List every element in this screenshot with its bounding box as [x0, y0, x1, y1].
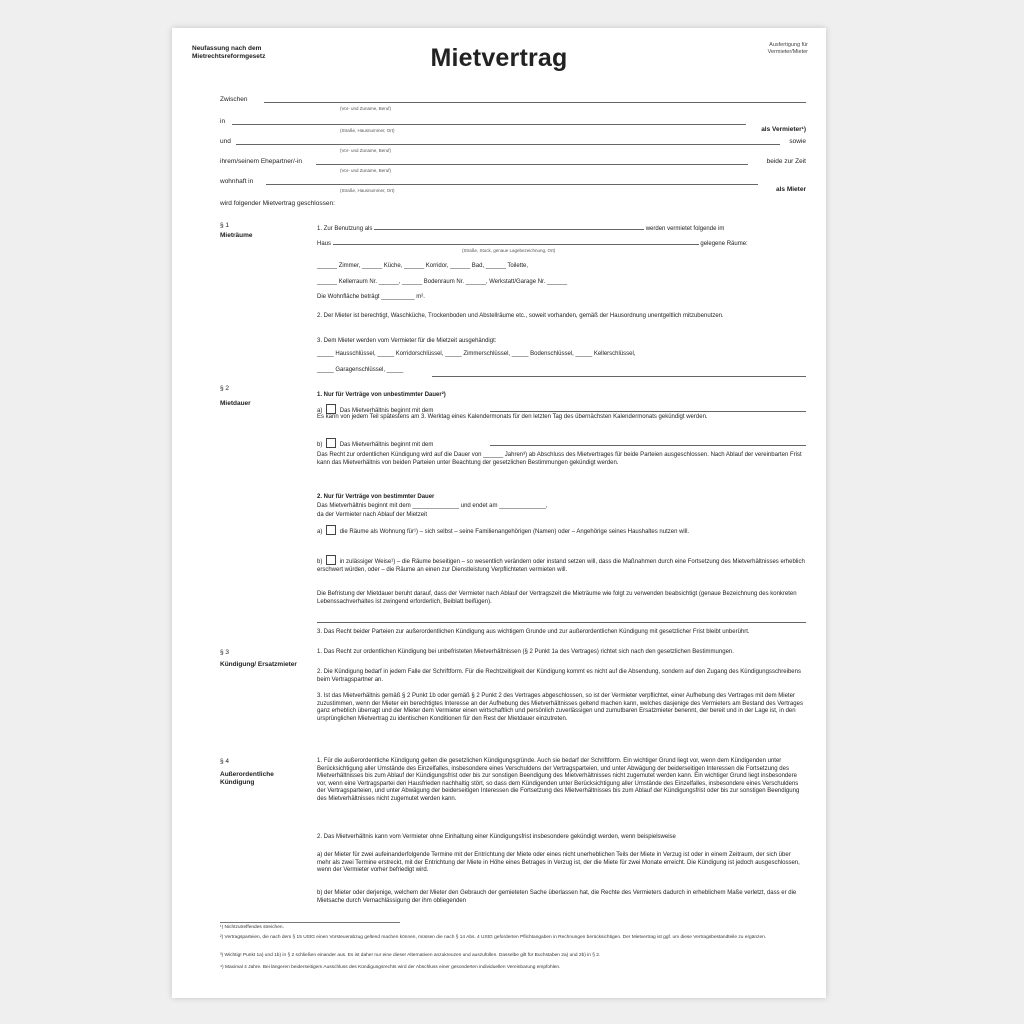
- section-4-number: § 4: [220, 758, 230, 765]
- haus-input-line[interactable]: [333, 238, 699, 245]
- footnote-2: ²) Vertragsparteien, die nach dem § 15 UStG einen Vorsteuerabzug geltend machen können, müssen die nach § 14 Abs. 4 UStG geforderten Pflichtangaben in Rechnungen berücksichtigen. Der Mietvertrag ist ggf. um diese Vertragsbestandteile zu ergänzen.: [220, 935, 767, 940]
- label-in: in: [220, 118, 226, 125]
- s1-p1a: 1. Zur Benutzung als: [317, 226, 373, 232]
- s1-p2: 2. Der Mieter ist berechtigt, Waschküche, Trockenboden und Abstellräume etc., soweit vorhanden, gemäß der Hausordnung unentgeltlich mitzubenutzen.: [317, 313, 724, 319]
- s2-b1-note: Das Recht zur ordentlichen Kündigung wird auf die Dauer von ______ Jahren³) ab Abschluss des Mietvertrages für beide Parteien ausgeschlossen. Nach Ablauf der vereinbarten Frist kann das Mietverhältnis von beiden Parteien unter Beachtung der gesetzlichen Bestimmungen gekündigt werden.: [317, 452, 802, 466]
- usage-input-line[interactable]: [374, 223, 644, 230]
- checkbox-1a[interactable]: [326, 404, 336, 414]
- s3-p3: 3. Ist das Mietverhältnis gemäß § 2 Punkt 1b oder gemäß § 2 Punkt 2 des Vertrages abgeschlossen, so ist der Vermieter verpflichtet, einer Aufhebung des Vertrages mit dem Mieter zuzustimmen, wenn der Mieter ein berechtigtes Interesse an der Aufhebung des Mietverhältnisses geltend machen kann, welches dasjenige des Vermieters am Bestand des Vertrages ganz erheblich überragt und der Mieter dem Vermieter einen wirtschaftlich und persönlich zuverlässigen und zumutbaren Ersatzmieter benennt, der bereit und in der Lage ist, in den ursprünglichen Mietvertrag zu identischen Konditionen für den Rest der Mietdauer einzutreten.: [317, 693, 803, 722]
- s1-keys-2: _____ Garagenschlüssel, _____: [317, 367, 404, 373]
- label-ehepartner: ihrem/seinem Ehepartner/-in: [220, 158, 303, 165]
- checkbox-1b[interactable]: [326, 438, 336, 448]
- s1-haus-sub: (Straße, Stock, genaue Lagebezeichnung, Ort): [462, 248, 556, 253]
- input-line[interactable]: [236, 144, 780, 145]
- s2-option-1a: a) Das Mietverhältnis beginnt mit dem: [317, 404, 806, 416]
- s2-b2: in zulässiger Weise¹) – die Räume beseitigen – so wesentlich verändern oder instand setzen will, dass die Maßnahmen durch eine Fortsetzung des Mietverhältnisses erheblich erschwert würden, oder – die Räume an einen zur Dienstleistung Verpflichteten vermieten will.: [317, 559, 805, 573]
- s2-d2: da der Vermieter nach Ablauf der Mietzeit: [317, 512, 428, 518]
- s3-p2: 2. Die Kündigung bedarf in jedem Falle der Schriftform. Für die Rechtzeitigkeit der Kündigung kommt es nicht auf die Absendung, sondern auf den Zugang des Kündigungsschreibens beim Vertragspartner an.: [317, 669, 801, 683]
- footnote-3: ³) Wichtig! Punkt 1a) und 1b) in § 2 schließen einander aus. Es ist daher nur eine dieser Alternativen anzukreuzen und auszufüllen. Dasselbe gilt für Buchstaben 2a) und 2b) in § 2.: [220, 953, 601, 958]
- input-line[interactable]: [232, 124, 746, 125]
- s2-p3: 3. Das Recht beider Parteien zur außerordentlichen Kündigung aus wichtigem Grunde und zur außerordentlichen Kündigung mit gesetzlicher Frist bleibt unberührt.: [317, 629, 750, 635]
- field-und[interactable]: [220, 138, 806, 160]
- footnote-4: ⁴) Maximal 4 Jahre. Bei längeren beiderseitigem Ausschluss des Kündigungsrechts wird der Abschluss einer gesonderten individuellen Vereinbarung empfohlen.: [220, 965, 561, 970]
- checkbox-2b[interactable]: [326, 555, 336, 565]
- s1-rooms-2: ______ Kellerraum Nr. ______, ______ Bodenraum Nr. ______, Werkstatt/Garage Nr. ______: [317, 279, 568, 285]
- s2-a1-note: Es kann von jedem Teil spätestens am 3. Werktag eines Kalendermonats für den letzten Tag des übernächsten Kalendermonats gekündigt werden.: [317, 414, 708, 420]
- sub-label: (Straße, Hausnummer, Ort): [340, 128, 395, 133]
- s2-a1: Das Mietverhältnis beginnt mit dem: [339, 408, 434, 414]
- s2-heading-1: 1. Nur für Verträge von unbestimmter Dauer²): [317, 392, 446, 398]
- label-zwischen: Zwischen: [220, 96, 248, 103]
- header-note-left: Neufassung nach dem Mietrechtsreformgesetz: [192, 45, 266, 60]
- section-1-title: Mieträume: [220, 232, 253, 239]
- field-ehepartner[interactable]: [220, 158, 806, 180]
- s1-p1b: werden vermietet folgende im: [645, 226, 725, 232]
- s2-e: Die Befristung der Mietdauer beruht darauf, dass der Vermieter nach Ablauf der Vertragszeit die Mieträume wie folgt zu verwenden beabsichtigt (genaue Bezeichnung des konkreten Lebenssachverhaltes ist zwingend erforderlich, Beiblatt beifügen).: [317, 591, 797, 605]
- date-input-line[interactable]: [490, 445, 806, 446]
- field-wohnhaft[interactable]: [220, 178, 806, 200]
- section-3-number: § 3: [220, 649, 230, 656]
- label-als-vermieter: als Vermieter¹): [761, 126, 806, 133]
- s2-d1: Das Mietverhältnis beginnt mit dem ______________ und endet am ______________,: [317, 503, 548, 509]
- s1-line-usage: [317, 223, 806, 234]
- input-line[interactable]: [316, 164, 748, 165]
- field-zwischen[interactable]: [220, 96, 806, 118]
- sub-label: (Vor- und Zuname, Beruf): [340, 148, 392, 153]
- s1-p3: 3. Dem Mieter werden vom Vermieter für die Mietzeit ausgehändigt:: [317, 338, 497, 344]
- s2-b1: Das Mietverhältnis beginnt mit dem: [339, 442, 434, 448]
- s2-option-2b: b) in zulässiger Weise¹) – die Räume beseitigen – so wesentlich verändern oder instand setzen will, dass die Maßnahmen durch eine Fortsetzung des Mietverhältnisses erheblich erschwert würden, oder – die Räume an einen zur Dienstleistung Verpflichteten vermieten will.: [317, 555, 806, 574]
- section-2-title: Mietdauer: [220, 400, 251, 407]
- label-beide-zur-zeit: beide zur Zeit: [766, 158, 806, 165]
- input-line[interactable]: [266, 184, 758, 185]
- section-3-title: Kündigung/ Ersatzmieter: [220, 661, 297, 668]
- s1-gelegene: gelegene Räume:: [700, 241, 748, 247]
- s2-a2: die Räume als Wohnung für¹) – sich selbst – seine Familienangehörigen (Namen) oder – Angehörige seines Haushaltes nutzen will.: [339, 529, 690, 535]
- field-in[interactable]: [220, 118, 806, 140]
- label-und: und: [220, 138, 231, 145]
- section-2-number: § 2: [220, 385, 230, 392]
- s4-b: b) der Mieter oder derjenige, welchem der Mieter den Gebrauch der gemieteten Sache überlassen hat, die Rechte des Vermieters dadurch in erheblichem Maße verletzt, dass er die Mietsache durch Vernachlässigung der ihm obliegenden: [317, 890, 797, 904]
- s2-heading-2: 2. Nur für Verträge von bestimmter Dauer: [317, 494, 435, 500]
- checkbox-2a[interactable]: [326, 525, 336, 535]
- s1-keys-1: _____ Hausschlüssel, _____ Korridorschlüssel, _____ Zimmerschlüssel, _____ Bodenschlüssel, _____ Kellerschlüssel,: [317, 351, 636, 357]
- closing-text: wird folgender Mietvertrag geschlossen:: [220, 200, 335, 207]
- page-title: Mietvertrag: [430, 44, 568, 72]
- header-note-right: Ausfertigung für Vermieter/Mieter: [767, 42, 808, 55]
- contract-page: [172, 28, 826, 998]
- section-4-title: Außerordentliche Kündigung: [220, 771, 274, 786]
- footnote-divider: [220, 922, 400, 923]
- sub-label: (Straße, Hausnummer, Ort): [340, 188, 395, 193]
- s2-option-2a: a) die Räume als Wohnung für¹) – sich selbst – seine Familienangehörigen (Namen) oder – Angehörige seines Haushaltes nutzen will.: [317, 525, 806, 537]
- s4-a: a) der Mieter für zwei aufeinanderfolgende Termine mit der Entrichtung der Miete oder eines nicht unerheblichen Teils der Miete in Verzug ist oder in einem Zeitraum, der sich über mehr als zwei Termine erstreckt, mit der Entrichtung der Miete in Höhe eines Betrages in Verzug ist, der die Miete für zwei Monate erreicht. Die Kündigung ist jedoch ausgeschlossen, wenn der Vermieter vorher befriedigt wird.: [317, 852, 800, 874]
- s2-option-1b: b) Das Mietverhältnis beginnt mit dem: [317, 438, 806, 450]
- closing-line: [220, 200, 806, 222]
- label-wohnhaft: wohnhaft in: [220, 178, 254, 185]
- s1-haus: Haus: [317, 241, 332, 247]
- s1-area: Die Wohnfläche beträgt __________ m².: [317, 294, 425, 300]
- sub-label: (Vor- und Zuname, Beruf): [340, 168, 392, 173]
- keys-input-line[interactable]: [432, 376, 806, 377]
- input-line[interactable]: [264, 102, 806, 103]
- label-sowie: sowie: [789, 138, 806, 145]
- s4-p2: 2. Das Mietverhältnis kann vom Vermieter ohne Einhaltung einer Kündigungsfrist insbesondere gekündigt werden, wenn beispielsweise: [317, 834, 676, 840]
- label-als-mieter: als Mieter: [776, 186, 806, 193]
- sub-label: (Vor- und Zuname, Beruf): [340, 106, 392, 111]
- date-input-line[interactable]: [490, 411, 806, 412]
- s1-rooms-1: ______ Zimmer, ______ Küche, ______ Korridor, ______ Bad, ______ Toilette,: [317, 263, 529, 269]
- s4-p1: 1. Für die außerordentliche Kündigung gelten die gesetzlichen Kündigungsgründe. Auch sie bedarf der Schriftform. Ein wichtiger Grund liegt vor, wenn dem Kündigenden unter Berücksichtigung aller Umstände des Einzelfalles, insbesondere eines Verschuldens der Vertragsparteien, und unter Abwägung der beiderseitigen Interessen die Fortsetzung des Mietverhältnisses bis zum Ablauf der Kündigungsfrist oder bis zur sonstigen Beendigung des Mietverhältnisses nicht zugemutet werden kann. Ein wichtiger Grund liegt insbesondere vor, wenn eine Vertragspartei den Hausfrieden nachhaltig stört, so dass dem Kündigenden unter Berücksichtigung aller Umstände des Einzelfalles, insbesondere eines Verschuldens der Vertragsparteien, und unter Abwägung der beiderseitigen Interessen die Fortsetzung des Mietverhältnisses bis zum Ablauf der Kündigungsfrist oder bis zur sonstigen Beendigung des Mietverhältnisses nicht zugemutet werden kann.: [317, 758, 800, 802]
- footnote-1: ¹) Nichtzutreffendes streichen.: [220, 925, 284, 930]
- s3-p1: 1. Das Recht zur ordentlichen Kündigung bei unbefristeten Mietverhältnissen (§ 2 Punkt 1a des Vertrages) richtet sich nach den gesetzlichen Bestimmungen.: [317, 649, 734, 655]
- purpose-input-line[interactable]: [317, 622, 806, 623]
- section-1-number: § 1: [220, 222, 230, 229]
